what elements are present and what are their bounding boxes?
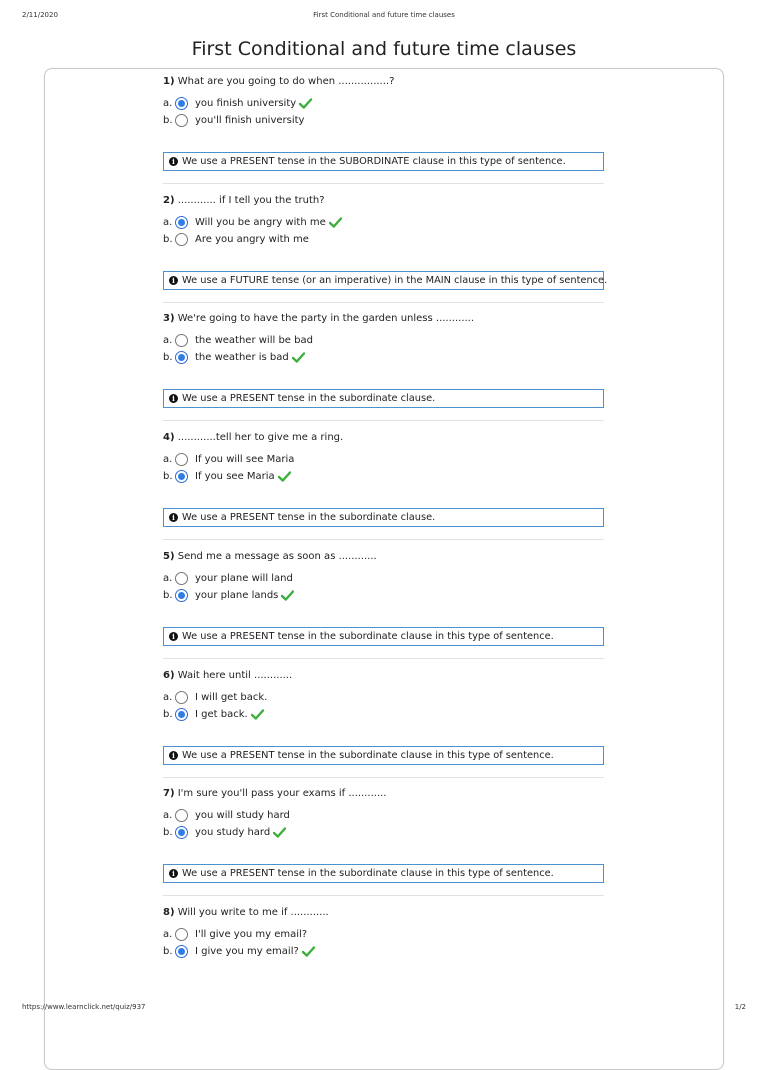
radio-button[interactable]: [175, 945, 188, 958]
divider: [163, 420, 604, 421]
question-prompt: Will you write to me if ............: [177, 906, 329, 918]
divider: [163, 777, 604, 778]
radio-button[interactable]: [175, 470, 188, 483]
answer-option[interactable]: [163, 95, 312, 112]
divider: [163, 183, 604, 184]
option-letter: b.: [163, 352, 173, 364]
question-block: [163, 75, 607, 167]
info-icon: i: [169, 632, 178, 641]
feedback-text: We use a PRESENT tense in the subordinate clause.: [182, 393, 436, 405]
radio-button[interactable]: [175, 233, 188, 246]
option-text: you'll finish university: [195, 115, 305, 126]
feedback-box: [163, 508, 604, 527]
question-block: [163, 312, 607, 405]
radio-button[interactable]: [175, 114, 188, 127]
option-text: Will you be angry with me: [195, 216, 326, 228]
question-number: 1): [163, 76, 175, 87]
answer-option[interactable]: [163, 943, 315, 960]
option-letter: b.: [163, 115, 173, 126]
feedback-box: [163, 271, 608, 290]
question-block: [163, 906, 607, 957]
info-icon: i: [169, 276, 178, 285]
checkmark-icon: [251, 709, 264, 720]
question-number: 5): [163, 550, 175, 562]
answer-option[interactable]: [163, 349, 305, 366]
radio-button[interactable]: [175, 572, 188, 585]
option-text: your plane will land: [195, 572, 293, 584]
checkmark-icon: [329, 217, 342, 228]
option-letter: a.: [163, 98, 173, 109]
divider: [163, 895, 604, 896]
answer-option[interactable]: [163, 451, 294, 468]
question-block: [163, 550, 607, 642]
option-letter: a.: [163, 928, 173, 940]
radio-button[interactable]: [175, 453, 188, 466]
question-block: [163, 431, 607, 524]
info-icon: i: [169, 394, 178, 403]
checkmark-icon: [273, 827, 286, 838]
option-text: If you see Maria: [195, 471, 275, 483]
answer-option[interactable]: [163, 706, 264, 723]
answer-option[interactable]: [163, 570, 293, 587]
answer-option[interactable]: [163, 112, 304, 129]
question-block: [163, 787, 607, 880]
radio-button[interactable]: [175, 216, 188, 229]
answer-option[interactable]: [163, 214, 342, 231]
print-title: First Conditional and future time clauses: [313, 11, 455, 19]
info-icon: i: [169, 869, 178, 878]
question-prompt: What are you going to do when ................?: [177, 76, 395, 87]
option-text: I get back.: [195, 708, 248, 720]
feedback-box: [163, 627, 604, 646]
answer-option[interactable]: [163, 807, 290, 824]
print-url: https://www.learnclick.net/quiz/937: [22, 1003, 146, 1011]
checkmark-icon: [292, 352, 305, 363]
question-prompt: I'm sure you'll pass your exams if ............: [177, 788, 387, 800]
answer-option[interactable]: [163, 926, 307, 943]
feedback-box: [163, 746, 604, 765]
info-icon: i: [169, 751, 178, 760]
feedback-text: We use a PRESENT tense in the SUBORDINATE clause in this type of sentence.: [182, 156, 566, 167]
answer-option[interactable]: [163, 689, 267, 706]
option-text: I give you my email?: [195, 945, 299, 957]
checkmark-icon: [299, 98, 312, 109]
option-letter: a.: [163, 216, 173, 228]
option-text: I will get back.: [195, 691, 268, 703]
radio-button[interactable]: [175, 334, 188, 347]
radio-button[interactable]: [175, 809, 188, 822]
question-text: [163, 669, 607, 683]
info-icon: i: [169, 157, 178, 166]
option-text: the weather is bad: [195, 352, 289, 364]
option-letter: a.: [163, 454, 173, 466]
option-text: Are you angry with me: [195, 233, 309, 245]
answer-option[interactable]: [163, 332, 313, 349]
feedback-box: [163, 152, 604, 171]
feedback-text: We use a FUTURE tense (or an imperative) in the MAIN clause in this type of sentence.: [182, 274, 608, 286]
question-text: [163, 194, 607, 208]
question-number: 7): [163, 788, 175, 800]
question-number: 3): [163, 313, 175, 325]
option-letter: b.: [163, 471, 173, 483]
question-text: [163, 906, 607, 920]
option-text: you will study hard: [195, 810, 290, 822]
question-text: [163, 75, 607, 89]
option-text: your plane lands: [195, 589, 279, 601]
question-text: [163, 312, 607, 326]
option-letter: b.: [163, 945, 173, 957]
radio-button[interactable]: [175, 826, 188, 839]
option-letter: b.: [163, 233, 173, 245]
question-prompt: Send me a message as soon as ............: [177, 550, 377, 562]
option-text: If you will see Maria: [195, 454, 295, 466]
checkmark-icon: [278, 471, 291, 482]
question-block: [163, 669, 607, 761]
question-prompt: ............ if I tell you the truth?: [177, 194, 325, 206]
option-letter: a.: [163, 572, 173, 584]
radio-button[interactable]: [175, 691, 188, 704]
feedback-text: We use a PRESENT tense in the subordinate clause in this type of sentence.: [182, 868, 554, 880]
option-text: you study hard: [195, 827, 271, 839]
question-number: 4): [163, 432, 175, 444]
question-text: [163, 431, 607, 445]
question-block: [163, 194, 608, 286]
print-page-number: 1/2: [734, 1003, 746, 1011]
question-number: 6): [163, 669, 175, 681]
radio-button[interactable]: [175, 708, 188, 721]
option-letter: b.: [163, 827, 173, 839]
option-text: I'll give you my email?: [195, 928, 308, 940]
divider: [163, 539, 604, 540]
checkmark-icon: [281, 590, 294, 601]
option-letter: a.: [163, 810, 173, 822]
answer-option[interactable]: [163, 824, 286, 841]
question-prompt: We're going to have the party in the garden unless ............: [177, 313, 475, 325]
option-text: you finish university: [195, 98, 297, 109]
feedback-text: We use a PRESENT tense in the subordinate clause in this type of sentence.: [182, 630, 554, 642]
page-title: First Conditional and future time clauses: [191, 38, 577, 60]
radio-button[interactable]: [175, 928, 188, 941]
question-number: 8): [163, 906, 175, 918]
option-letter: a.: [163, 691, 173, 703]
feedback-box: [163, 864, 604, 883]
answer-option[interactable]: [163, 587, 294, 604]
question-prompt: ............tell her to give me a ring.: [177, 432, 344, 444]
info-icon: i: [169, 513, 178, 522]
print-date: 2/11/2020: [22, 11, 58, 19]
option-letter: a.: [163, 335, 173, 347]
question-number: 2): [163, 194, 175, 206]
answer-option[interactable]: [163, 468, 291, 485]
question-text: [163, 550, 607, 564]
option-text: the weather will be bad: [195, 335, 313, 347]
question-prompt: Wait here until ............: [177, 669, 293, 681]
question-text: [163, 787, 607, 801]
answer-option[interactable]: [163, 231, 309, 248]
option-letter: b.: [163, 589, 173, 601]
checkmark-icon: [302, 946, 315, 957]
feedback-text: We use a PRESENT tense in the subordinate clause in this type of sentence.: [182, 749, 554, 761]
radio-button[interactable]: [175, 351, 188, 364]
feedback-box: [163, 389, 604, 408]
option-letter: b.: [163, 708, 173, 720]
divider: [163, 302, 604, 303]
radio-button[interactable]: [175, 589, 188, 602]
divider: [163, 658, 604, 659]
feedback-text: We use a PRESENT tense in the subordinate clause.: [182, 512, 436, 524]
radio-button[interactable]: [175, 97, 188, 110]
